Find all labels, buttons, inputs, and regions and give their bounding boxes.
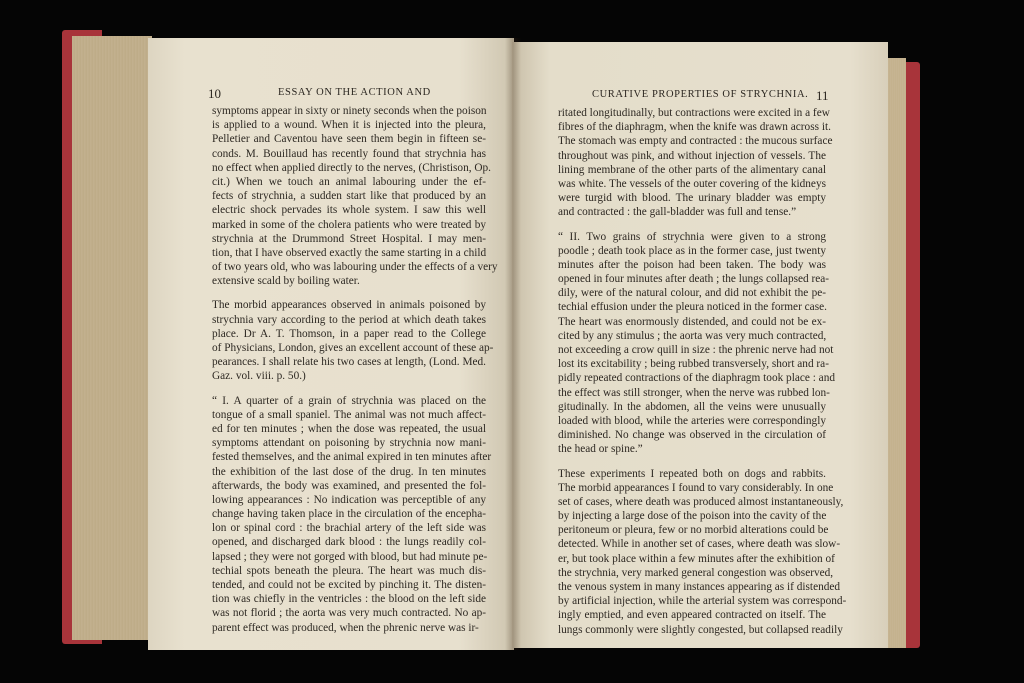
text-line: lowing appearances : No indication was perceptible of any (212, 493, 486, 506)
text-line: ingly emptied, and even appeared contracted on itself. The (558, 609, 826, 622)
text-line: opened, and discharged dark blood : the lungs readily col- (212, 536, 486, 549)
text-line: cit.) When we touch an animal labouring under the ef- (212, 175, 486, 188)
text-line: “ I. A quarter of a grain of strychnia was placed on the (212, 394, 486, 407)
text-line: Gaz. vol. viii. p. 50.) (212, 370, 306, 383)
right-page-number: 11 (816, 88, 829, 103)
text-line: lapsed ; they were not gorged with blood, but had minute pe- (212, 550, 488, 563)
text-line: loaded with blood, while the arteries were correspondingly (558, 414, 826, 427)
text-line: pidly repeated contractions of the diaphragm took place : and (558, 372, 835, 385)
text-line: not exceeding a crow quill in size : the phrenic nerve had not (558, 344, 834, 356)
text-line: lon or spinal cord : the brachial artery of the left side was (212, 522, 486, 535)
text-line: diminished. No change was observed in the circulation of (558, 429, 826, 442)
text-line: The heart was enormously distended, and could not be ex- (558, 315, 826, 328)
text-line: pearances. I shall relate his two cases at length, (Lond. Med. (212, 356, 486, 369)
text-line: lost its excitability ; being rubbed transversely, short and ra- (558, 358, 829, 371)
text-line: opened in four minutes after death ; the lungs collapsed rea- (558, 273, 830, 286)
text-line: the venous system in many instances appearing as if distended (558, 581, 841, 593)
text-line: by artificial injection, while the arterial system was correspond- (558, 595, 847, 608)
text-line: techial spots beneath the pleura. The heart was much dis- (212, 564, 486, 577)
left-running-head: ESSAY ON THE ACTION AND (278, 87, 431, 98)
text-line: is applied to a wound. When it is injected into the pleura, (212, 119, 486, 132)
text-line: The stomach was empty and contracted : the mucous surface (558, 135, 833, 148)
paragraph-gap (212, 288, 486, 298)
paragraph-gap (558, 457, 826, 467)
text-line: throughout was pink, and without injection of vessels. The (558, 149, 826, 162)
text-line: change having taken place in the circulation of the encepha- (212, 508, 486, 521)
text-line: tended, and could not be excited by pinching it. The disten- (212, 579, 486, 591)
text-line: The morbid appearances observed in animals poisoned by (212, 299, 486, 312)
text-line: “ II. Two grains of strychnia were given to a strong (558, 230, 826, 243)
text-line: fects of strychnia, a sudden start like that produced by an (212, 190, 486, 203)
text-line: of Physicians, London, gives an excellent account of these ap- (212, 342, 494, 354)
text-line: techial effusion under the pleura noticed in the former case. (558, 301, 827, 314)
left-body-text (212, 104, 498, 635)
text-line: dily, were of the natural colour, and did not exhibit the pe- (558, 287, 826, 300)
text-line: were turgid with blood. The urinary bladder was empty (558, 192, 826, 205)
text-line: These experiments I repeated both on dogs and rabbits. (558, 467, 826, 480)
text-line: strychnia vary according to the period at which death takes (212, 313, 486, 326)
text-line: electric shock pervades its whole system. I saw this well (212, 204, 486, 217)
page-edges-left (72, 36, 152, 640)
text-line: the head or spine.” (558, 443, 643, 456)
text-line: was white. The vessels of the outer covering of the kidneys (558, 177, 826, 190)
text-line: fested themselves, and the animal expired in ten minutes after (212, 451, 492, 464)
text-line: minutes after the poison had been taken. The body was (558, 258, 826, 271)
text-line: no effect when applied directly to the nerves, (Christison, Op. (212, 161, 492, 174)
text-line: fibres of the diaphragm, when the knife was drawn across it. (558, 121, 831, 134)
text-line: place. Dr A. T. Thomson, in a paper read to the College (212, 327, 486, 340)
text-line: symptoms appear in sixty or ninety seconds when the poison (212, 105, 487, 117)
text-line: ed for ten minutes ; when the dose was repeated, the usual (212, 422, 486, 435)
text-line: parent effect was produced, when the phrenic nerve was ir- (212, 621, 479, 634)
text-line: set of cases, where death was produced almost instantaneously, (558, 495, 844, 508)
text-line: tion, that I have observed exactly the same starting in a child (212, 246, 487, 259)
text-line: symptoms attendant on poisoning by strychnia now mani- (212, 437, 486, 450)
text-line: tion was chiefly in the ventricles : the blood on the left side (212, 593, 486, 606)
text-line: detected. While in another set of cases, where death was slow- (558, 538, 841, 551)
text-line: was not florid ; the aorta was very much contracted. No ap- (212, 607, 486, 620)
text-line: poodle ; death took place as in the former case, just twenty (558, 244, 826, 257)
text-line: the effect was still stronger, when the nerve was rubbed lon- (558, 386, 830, 399)
paragraph-gap (212, 384, 486, 394)
text-line: conds. M. Bouillaud has recently found that strychnia has (212, 147, 486, 160)
text-line: tongue of a small spaniel. The animal was not much affect- (212, 408, 486, 421)
right-page (512, 42, 888, 648)
paragraph-gap (558, 220, 826, 230)
text-line: extensive scald by boiling water. (212, 275, 360, 288)
text-line: Pelletier and Caventou have seen them begin in fifteen se- (212, 133, 486, 146)
text-line: peritoneum or pleura, few or no morbid alterations could be (558, 524, 829, 537)
text-line: lining membrane of the other parts of the alimentary canal (558, 163, 826, 176)
text-line: by injecting a large dose of the poison into the cavity of the (558, 510, 827, 523)
text-line: and contracted : the gall-bladder was full and tense.” (558, 206, 797, 219)
text-line: lungs commonly were slightly congested, but collapsed readily (558, 623, 843, 636)
right-running-head: CURATIVE PROPERTIES OF STRYCHNIA. (592, 89, 809, 100)
text-line: strychnia at the Drummond Street Hospital. I may men- (212, 232, 486, 245)
text-line: marked in some of the cholera patients who were treated by (212, 218, 486, 231)
right-body-text (558, 106, 847, 637)
left-page (148, 38, 514, 650)
left-page-number: 10 (208, 86, 221, 101)
text-line: ritated longitudinally, but contractions were excited in a few (558, 107, 830, 119)
text-line: of two years old, who was labouring under the effects of a very (212, 261, 498, 274)
text-line: the exhibition of the last dose of the drug. In ten minutes (212, 465, 486, 478)
text-line: cited by any stimulus ; the aorta was very much contracted, (558, 329, 827, 342)
book-gutter (505, 38, 521, 650)
text-line: the strychnia, very marked general congestion was observed, (558, 566, 834, 579)
text-line: The morbid appearances I found to vary considerably. In one (558, 481, 834, 494)
text-line: afterwards, the body was examined, and presented the fol- (212, 479, 486, 492)
text-line: gitudinally. In the abdomen, all the veins were unusually (558, 400, 826, 413)
text-line: er, but took place within a few minutes after the exhibition of (558, 552, 835, 565)
